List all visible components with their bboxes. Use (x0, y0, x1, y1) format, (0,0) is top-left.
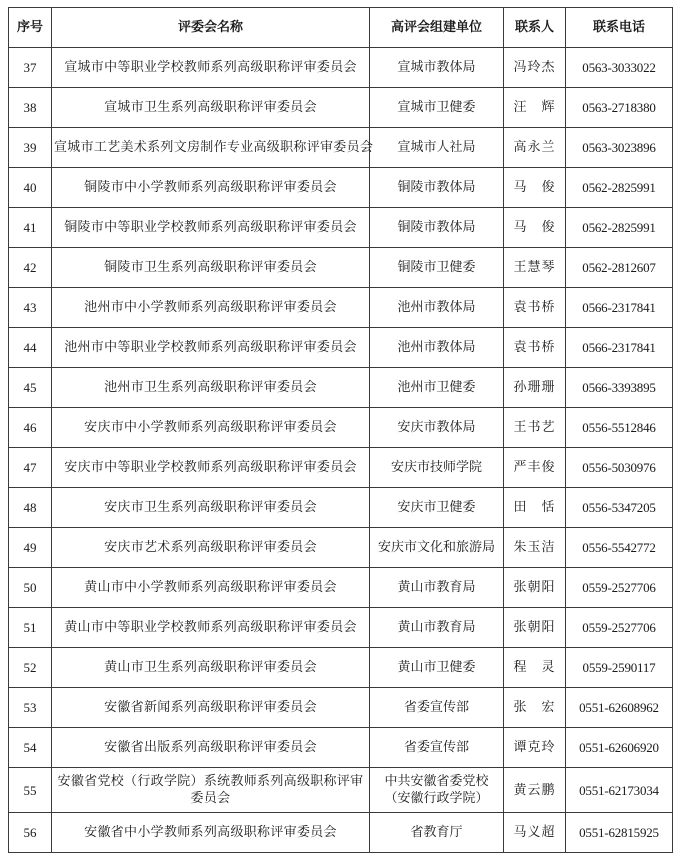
header-organizing-unit: 高评会组建单位 (370, 8, 504, 48)
table-row (9, 248, 673, 288)
table-row (9, 128, 673, 168)
organizing-unit-cell: 池州市教体局 (370, 288, 504, 328)
contact-person-cell: 程 灵 (504, 648, 566, 688)
serial-number-cell: 42 (9, 248, 52, 288)
contact-person-cell: 袁书桥 (504, 288, 566, 328)
contact-person-cell: 汪 辉 (504, 88, 566, 128)
table-row (9, 88, 673, 128)
contact-person-cell: 马 俊 (504, 168, 566, 208)
committee-name-cell: 池州市中等职业学校教师系列高级职称评审委员会 (52, 328, 370, 368)
committee-name-cell: 宣城市中等职业学校教师系列高级职称评审委员会 (52, 48, 370, 88)
committee-name-cell: 安庆市卫生系列高级职称评审委员会 (52, 488, 370, 528)
table-row (9, 688, 673, 728)
committee-name-cell: 黄山市卫生系列高级职称评审委员会 (52, 648, 370, 688)
organizing-unit-cell: 池州市卫健委 (370, 368, 504, 408)
contact-phone-cell: 0562-2825991 (566, 208, 673, 248)
contact-person-cell: 朱玉洁 (504, 528, 566, 568)
serial-number-cell: 46 (9, 408, 52, 448)
contact-phone-cell: 0559-2527706 (566, 608, 673, 648)
serial-number-cell: 51 (9, 608, 52, 648)
organizing-unit-cell: 池州市教体局 (370, 328, 504, 368)
organizing-unit-cell: 安庆市文化和旅游局 (370, 528, 504, 568)
serial-number-cell: 47 (9, 448, 52, 488)
table-row (9, 528, 673, 568)
contact-phone-cell: 0551-62606920 (566, 728, 673, 768)
table-row (9, 328, 673, 368)
committee-name-cell: 安徽省新闻系列高级职称评审委员会 (52, 688, 370, 728)
contact-person-cell: 冯玲杰 (504, 48, 566, 88)
header-row (9, 8, 673, 48)
serial-number-cell: 38 (9, 88, 52, 128)
table-row (9, 813, 673, 853)
committee-name-cell: 宣城市工艺美术系列文房制作专业高级职称评审委员会 (52, 128, 370, 168)
contact-phone-cell: 0566-2317841 (566, 328, 673, 368)
table-row (9, 568, 673, 608)
table-row (9, 208, 673, 248)
serial-number-cell: 56 (9, 813, 52, 853)
table-row (9, 448, 673, 488)
table-row (9, 368, 673, 408)
contact-phone-cell: 0551-62608962 (566, 688, 673, 728)
organizing-unit-cell: 铜陵市教体局 (370, 208, 504, 248)
organizing-unit-cell: 宣城市教体局 (370, 48, 504, 88)
committee-name-cell: 池州市中小学教师系列高级职称评审委员会 (52, 288, 370, 328)
table-row (9, 288, 673, 328)
contact-phone-cell: 0556-5030976 (566, 448, 673, 488)
serial-number-cell: 45 (9, 368, 52, 408)
serial-number-cell: 52 (9, 648, 52, 688)
serial-number-cell: 50 (9, 568, 52, 608)
organizing-unit-cell: 安庆市卫健委 (370, 488, 504, 528)
table-row (9, 728, 673, 768)
serial-number-cell: 54 (9, 728, 52, 768)
contact-phone-cell: 0551-62173034 (566, 768, 673, 813)
committee-name-cell: 安徽省出版系列高级职称评审委员会 (52, 728, 370, 768)
serial-number-cell: 55 (9, 768, 52, 813)
committee-name-cell: 安庆市中等职业学校教师系列高级职称评审委员会 (52, 448, 370, 488)
serial-number-cell: 44 (9, 328, 52, 368)
organizing-unit-cell: 黄山市教育局 (370, 568, 504, 608)
contact-phone-cell: 0551-62815925 (566, 813, 673, 853)
header-contact-phone: 联系电话 (566, 8, 673, 48)
table-row (9, 488, 673, 528)
serial-number-cell: 43 (9, 288, 52, 328)
contact-phone-cell: 0559-2590117 (566, 648, 673, 688)
contact-person-cell: 谭克玲 (504, 728, 566, 768)
contact-phone-cell: 0566-3393895 (566, 368, 673, 408)
contact-person-cell: 马 俊 (504, 208, 566, 248)
committee-name-cell: 黄山市中等职业学校教师系列高级职称评审委员会 (52, 608, 370, 648)
committee-name-cell: 铜陵市中等职业学校教师系列高级职称评审委员会 (52, 208, 370, 248)
contact-phone-cell: 0566-2317841 (566, 288, 673, 328)
committee-name-cell: 安徽省中小学教师系列高级职称评审委员会 (52, 813, 370, 853)
serial-number-cell: 40 (9, 168, 52, 208)
contact-person-cell: 马义超 (504, 813, 566, 853)
contact-phone-cell: 0556-5542772 (566, 528, 673, 568)
contact-person-cell: 王慧琴 (504, 248, 566, 288)
committee-name-cell: 安庆市艺术系列高级职称评审委员会 (52, 528, 370, 568)
contact-phone-cell: 0563-3023896 (566, 128, 673, 168)
serial-number-cell: 49 (9, 528, 52, 568)
contact-person-cell: 张 宏 (504, 688, 566, 728)
contact-person-cell: 严丰俊 (504, 448, 566, 488)
organizing-unit-cell: 中共安徽省委党校（安徽行政学院） (370, 768, 504, 813)
contact-phone-cell: 0562-2825991 (566, 168, 673, 208)
contact-person-cell: 黄云鹏 (504, 768, 566, 813)
header-serial-number: 序号 (9, 8, 52, 48)
organizing-unit-cell: 省教育厅 (370, 813, 504, 853)
committee-name-cell: 安庆市中小学教师系列高级职称评审委员会 (52, 408, 370, 448)
contact-person-cell: 田 恬 (504, 488, 566, 528)
organizing-unit-cell: 省委宣传部 (370, 688, 504, 728)
serial-number-cell: 48 (9, 488, 52, 528)
organizing-unit-cell: 黄山市教育局 (370, 608, 504, 648)
table-row (9, 648, 673, 688)
organizing-unit-cell: 宣城市人社局 (370, 128, 504, 168)
contact-phone-cell: 0562-2812607 (566, 248, 673, 288)
contact-phone-cell: 0563-2718380 (566, 88, 673, 128)
organizing-unit-cell: 铜陵市卫健委 (370, 248, 504, 288)
organizing-unit-cell: 安庆市教体局 (370, 408, 504, 448)
contact-person-cell: 袁书桥 (504, 328, 566, 368)
committee-contact-table (8, 7, 673, 853)
contact-person-cell: 王书艺 (504, 408, 566, 448)
table-row (9, 768, 673, 813)
contact-person-cell: 张朝阳 (504, 608, 566, 648)
organizing-unit-cell: 省委宣传部 (370, 728, 504, 768)
organizing-unit-cell: 宣城市卫健委 (370, 88, 504, 128)
header-committee-name: 评委会名称 (52, 8, 370, 48)
organizing-unit-cell: 黄山市卫健委 (370, 648, 504, 688)
committee-name-cell: 池州市卫生系列高级职称评审委员会 (52, 368, 370, 408)
serial-number-cell: 53 (9, 688, 52, 728)
committee-name-cell: 黄山市中小学教师系列高级职称评审委员会 (52, 568, 370, 608)
serial-number-cell: 41 (9, 208, 52, 248)
table-row (9, 48, 673, 88)
committee-name-cell: 宣城市卫生系列高级职称评审委员会 (52, 88, 370, 128)
contact-person-cell: 张朝阳 (504, 568, 566, 608)
contact-person-cell: 高永兰 (504, 128, 566, 168)
contact-person-cell: 孙珊珊 (504, 368, 566, 408)
contact-phone-cell: 0556-5347205 (566, 488, 673, 528)
serial-number-cell: 39 (9, 128, 52, 168)
contact-phone-cell: 0563-3033022 (566, 48, 673, 88)
serial-number-cell: 37 (9, 48, 52, 88)
organizing-unit-cell: 铜陵市教体局 (370, 168, 504, 208)
committee-name-cell: 安徽省党校（行政学院）系统教师系列高级职称评审委员会 (52, 768, 370, 813)
contact-phone-cell: 0559-2527706 (566, 568, 673, 608)
committee-name-cell: 铜陵市中小学教师系列高级职称评审委员会 (52, 168, 370, 208)
table-row (9, 168, 673, 208)
header-contact-person: 联系人 (504, 8, 566, 48)
committee-name-cell: 铜陵市卫生系列高级职称评审委员会 (52, 248, 370, 288)
table-row (9, 408, 673, 448)
table-row (9, 608, 673, 648)
contact-phone-cell: 0556-5512846 (566, 408, 673, 448)
organizing-unit-cell: 安庆市技师学院 (370, 448, 504, 488)
